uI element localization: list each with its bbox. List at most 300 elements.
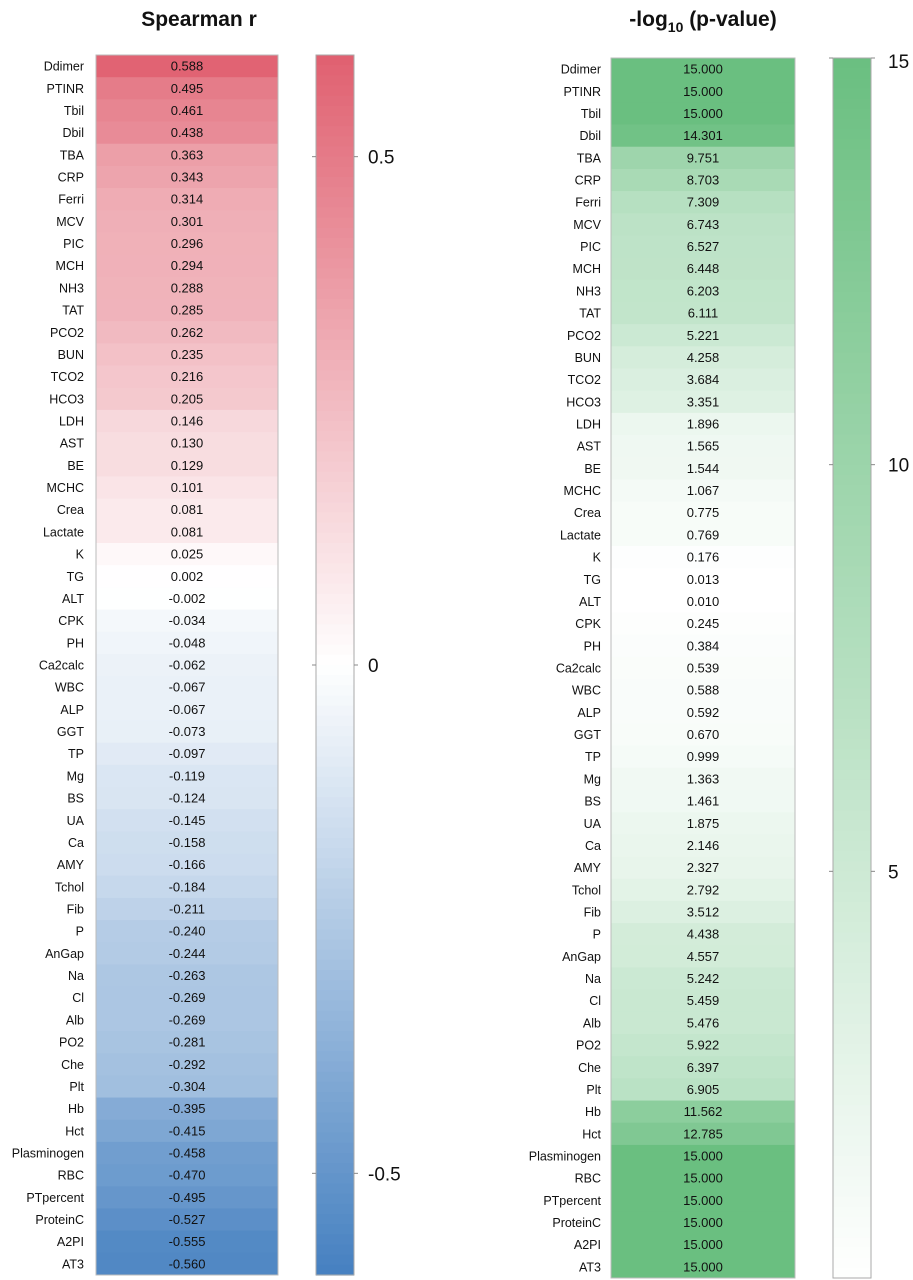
colorbar-segment — [833, 465, 871, 476]
cell-value: -0.458 — [168, 1145, 206, 1161]
row-label: PH — [583, 639, 601, 654]
colorbar-segment — [316, 228, 354, 239]
cell-value: -0.281 — [168, 1034, 206, 1050]
pvalue-title — [629, 8, 776, 35]
row-label: A2PI — [573, 1238, 601, 1253]
colorbar-segment — [316, 594, 354, 605]
cell-value: 11.562 — [683, 1104, 723, 1120]
colorbar-segment — [833, 800, 871, 811]
cell-value: 0.146 — [170, 413, 204, 429]
colorbar-segment — [316, 950, 354, 961]
colorbar-segment — [316, 248, 354, 259]
row-label: Crea — [573, 506, 601, 521]
cell-value: -0.495 — [168, 1189, 206, 1205]
colorbar-tick-label: 5 — [888, 862, 899, 884]
colorbar-segment — [833, 129, 871, 140]
pvalue-heatmap — [529, 58, 795, 1278]
colorbar-segment — [833, 536, 871, 547]
row-label: PIC — [63, 237, 84, 252]
colorbar-segment — [833, 790, 871, 801]
colorbar-segment — [316, 685, 354, 696]
colorbar-segment — [833, 444, 871, 455]
colorbar-segment — [833, 810, 871, 821]
row-label: AT3 — [579, 1260, 601, 1275]
cell-value: 0.343 — [170, 169, 204, 185]
colorbar-segment — [833, 719, 871, 730]
colorbar-segment — [316, 1021, 354, 1032]
colorbar-segment — [833, 99, 871, 110]
colorbar-segment — [833, 922, 871, 933]
colorbar-segment — [833, 302, 871, 313]
cell-value: 4.258 — [686, 349, 720, 365]
colorbar-segment — [316, 1001, 354, 1012]
colorbar-segment — [316, 1062, 354, 1073]
colorbar-segment — [316, 1265, 354, 1276]
cell-value: 0.101 — [170, 480, 204, 496]
row-label: AST — [59, 436, 84, 451]
row-label: TP — [585, 750, 601, 765]
colorbar-segment — [833, 333, 871, 344]
colorbar-segment — [833, 831, 871, 842]
cell-value: 0.775 — [686, 505, 720, 521]
row-label: RBC — [57, 1168, 84, 1183]
row-label: Ferri — [575, 195, 601, 210]
cell-value: 0.461 — [170, 102, 204, 118]
row-label: Ddimer — [560, 62, 601, 77]
cell-value: -0.062 — [168, 657, 206, 673]
colorbar-segment — [316, 909, 354, 920]
cell-value: 0.384 — [686, 638, 720, 654]
colorbar-segment — [833, 211, 871, 222]
row-label: HCO3 — [49, 392, 84, 407]
cell-value: 0.129 — [170, 457, 204, 473]
row-label: Ca2calc — [555, 661, 601, 676]
row-label: TP — [68, 747, 84, 762]
row-label: P — [592, 927, 601, 942]
colorbar-segment — [833, 587, 871, 598]
row-label: BUN — [57, 347, 84, 362]
colorbar-segment — [833, 485, 871, 496]
row-label: ALP — [60, 702, 84, 717]
colorbar-segment — [316, 1255, 354, 1266]
colorbar-segment — [833, 424, 871, 435]
row-label: Dbil — [579, 129, 601, 144]
colorbar-segment — [316, 340, 354, 351]
row-label: TCO2 — [50, 370, 84, 385]
colorbar-segment — [316, 614, 354, 625]
colorbar-segment — [316, 502, 354, 513]
colorbar-segment — [316, 157, 354, 168]
row-label: ProteinC — [552, 1216, 601, 1231]
colorbar-segment — [316, 848, 354, 859]
cell-value: 0.205 — [170, 391, 204, 407]
colorbar-segment — [316, 187, 354, 198]
colorbar-segment — [833, 1217, 871, 1228]
row-label: CPK — [575, 617, 601, 632]
row-label: Cl — [589, 994, 601, 1009]
colorbar-segment — [316, 513, 354, 524]
colorbar-segment — [833, 1075, 871, 1086]
cell-value: 0.296 — [170, 236, 204, 252]
row-label: Tchol — [54, 880, 84, 895]
colorbar-segment — [833, 343, 871, 354]
colorbar-segment — [833, 526, 871, 537]
cell-value: -0.244 — [168, 945, 206, 961]
colorbar-segment — [316, 279, 354, 290]
colorbar-segment — [316, 838, 354, 849]
row-label: GGT — [573, 728, 601, 743]
spearman-colorbar — [312, 55, 401, 1276]
cell-value: -0.048 — [168, 635, 206, 651]
colorbar-segment — [316, 940, 354, 951]
row-label: Hb — [585, 1105, 601, 1120]
colorbar-segment — [833, 231, 871, 242]
colorbar-segment — [833, 455, 871, 466]
row-label: Hct — [65, 1124, 84, 1139]
colorbar-segment — [833, 221, 871, 232]
cell-value: 5.221 — [686, 327, 720, 343]
colorbar-segment — [316, 401, 354, 412]
cell-value: 0.176 — [686, 549, 720, 565]
row-label: K — [75, 547, 84, 562]
colorbar-segment — [316, 360, 354, 371]
cell-value: 0.025 — [170, 546, 204, 562]
pvalue-title-subscript: 10 — [667, 19, 684, 35]
colorbar-segment — [316, 330, 354, 341]
row-label: A2PI — [56, 1235, 84, 1250]
colorbar-segment — [316, 665, 354, 676]
row-label: UA — [583, 816, 601, 831]
colorbar-segment — [833, 1207, 871, 1218]
colorbar-segment — [833, 1248, 871, 1259]
colorbar-segment — [316, 533, 354, 544]
cell-value: -0.527 — [168, 1212, 206, 1228]
row-label: LDH — [58, 414, 84, 429]
colorbar-segment — [316, 1102, 354, 1113]
spearman-heatmap — [12, 55, 278, 1275]
cell-value: -0.067 — [168, 679, 206, 695]
colorbar-segment — [316, 757, 354, 768]
colorbar-segment — [316, 96, 354, 107]
colorbar-segment — [316, 462, 354, 473]
colorbar-segment — [833, 760, 871, 771]
pvalue-title-suffix: (p-value) — [683, 8, 777, 31]
colorbar-segment — [316, 960, 354, 971]
colorbar-segment — [316, 411, 354, 422]
cell-value: 6.743 — [686, 216, 720, 232]
cell-value: 1.067 — [686, 483, 720, 499]
cell-value: 0.588 — [686, 682, 720, 698]
colorbar-segment — [316, 553, 354, 564]
row-label: TAT — [579, 306, 601, 321]
colorbar-segment — [316, 889, 354, 900]
row-label: WBC — [571, 683, 601, 698]
cell-value: 15.000 — [683, 1237, 723, 1253]
cell-value: 6.111 — [687, 305, 719, 321]
colorbar-segment — [316, 1011, 354, 1022]
row-label: PO2 — [58, 1035, 84, 1050]
colorbar-segment — [833, 383, 871, 394]
row-label: Lactate — [559, 528, 601, 543]
row-label: UA — [66, 813, 84, 828]
row-label: Tchol — [571, 883, 601, 898]
colorbar-segment — [833, 516, 871, 527]
cell-value: -0.470 — [168, 1167, 206, 1183]
colorbar-segment — [833, 89, 871, 100]
row-label: AMY — [573, 861, 601, 876]
colorbar-segment — [316, 1194, 354, 1205]
colorbar-segment — [833, 1187, 871, 1198]
colorbar-segment — [833, 617, 871, 628]
row-label: BUN — [574, 350, 601, 365]
cell-value: -0.119 — [169, 768, 205, 784]
row-label: Plt — [69, 1079, 84, 1094]
colorbar-segment — [316, 563, 354, 574]
row-label: Plasminogen — [11, 1146, 84, 1161]
colorbar-segment — [316, 1112, 354, 1123]
colorbar-segment — [833, 1085, 871, 1096]
colorbar-segment — [833, 1126, 871, 1137]
colorbar-segment — [833, 861, 871, 872]
colorbar-segment — [316, 289, 354, 300]
colorbar-segment — [833, 139, 871, 150]
row-label: AST — [576, 439, 601, 454]
colorbar-segment — [316, 167, 354, 178]
colorbar-segment — [316, 807, 354, 818]
row-label: MCV — [573, 217, 601, 232]
colorbar-tick-label: 15 — [888, 52, 910, 73]
colorbar-segment — [316, 990, 354, 1001]
colorbar-segment — [833, 902, 871, 913]
colorbar-segment — [833, 282, 871, 293]
colorbar-tick-label: 0 — [368, 656, 379, 677]
row-label: Crea — [56, 503, 84, 518]
colorbar-segment — [833, 1044, 871, 1055]
colorbar-segment — [833, 1227, 871, 1238]
colorbar-segment — [833, 1024, 871, 1035]
colorbar-segment — [833, 1268, 871, 1279]
cell-value: -0.395 — [168, 1101, 206, 1117]
colorbar-segment — [316, 1163, 354, 1174]
colorbar-segment — [316, 269, 354, 280]
row-label: Hb — [68, 1102, 84, 1117]
colorbar-segment — [833, 272, 871, 283]
colorbar-segment — [833, 241, 871, 252]
row-label: AT3 — [62, 1257, 84, 1272]
cell-value: 0.002 — [170, 568, 204, 584]
colorbar-segment — [316, 55, 354, 66]
row-label: Ca — [68, 835, 84, 850]
colorbar-segment — [833, 841, 871, 852]
colorbar-segment — [833, 709, 871, 720]
colorbar-segment — [316, 299, 354, 310]
colorbar-segment — [833, 1197, 871, 1208]
row-label: ALP — [577, 705, 601, 720]
colorbar-segment — [833, 780, 871, 791]
colorbar-segment — [316, 787, 354, 798]
colorbar-segment — [833, 160, 871, 171]
colorbar-segment — [833, 434, 871, 445]
pvalue-colorbar — [829, 52, 909, 1279]
colorbar-segment — [833, 932, 871, 943]
row-label: ALT — [62, 591, 84, 606]
colorbar-segment — [316, 645, 354, 656]
cell-value: -0.263 — [168, 968, 206, 984]
colorbar-segment — [316, 868, 354, 879]
colorbar-segment — [316, 147, 354, 158]
row-label: NH3 — [58, 281, 84, 296]
row-label: AnGap — [45, 946, 84, 961]
cell-value: 0.262 — [170, 324, 204, 340]
cell-value: 15.000 — [683, 1215, 723, 1231]
row-label: Ca2calc — [38, 658, 84, 673]
colorbar-segment — [833, 1004, 871, 1015]
colorbar-segment — [316, 370, 354, 381]
colorbar-segment — [833, 892, 871, 903]
colorbar-segment — [833, 973, 871, 984]
cell-value: -0.124 — [168, 790, 206, 806]
colorbar-segment — [316, 777, 354, 788]
row-label: TCO2 — [567, 373, 601, 388]
cell-value: 0.010 — [686, 593, 720, 609]
cell-value: 4.557 — [686, 948, 720, 964]
colorbar-segment — [833, 963, 871, 974]
row-label: HCO3 — [566, 395, 601, 410]
colorbar-segment — [316, 574, 354, 585]
cell-value: -0.211 — [169, 901, 205, 917]
colorbar-segment — [833, 566, 871, 577]
cell-value: -0.269 — [168, 1012, 206, 1028]
colorbar-segment — [316, 1031, 354, 1042]
cell-value: 0.495 — [170, 80, 204, 96]
row-label: PCO2 — [566, 328, 601, 343]
cell-value: 0.245 — [686, 616, 720, 632]
colorbar-segment — [833, 373, 871, 384]
colorbar-segment — [833, 363, 871, 374]
colorbar-segment — [316, 177, 354, 188]
colorbar-segment — [833, 78, 871, 89]
row-label: LDH — [575, 417, 601, 432]
colorbar-segment — [833, 983, 871, 994]
colorbar-segment — [316, 706, 354, 717]
colorbar-segment — [316, 716, 354, 727]
colorbar-segment — [316, 86, 354, 97]
colorbar-segment — [833, 404, 871, 415]
colorbar-segment — [316, 1143, 354, 1154]
colorbar-segment — [833, 353, 871, 364]
colorbar-segment — [833, 821, 871, 832]
colorbar-segment — [316, 858, 354, 869]
colorbar-segment — [833, 1034, 871, 1045]
colorbar-segment — [833, 1258, 871, 1269]
row-label: MCHC — [46, 481, 84, 496]
row-label: Ca — [585, 838, 601, 853]
cell-value: -0.415 — [168, 1123, 206, 1139]
colorbar-segment — [833, 1054, 871, 1065]
cell-value: -0.184 — [168, 879, 206, 895]
row-label: PTINR — [563, 84, 601, 99]
colorbar-segment — [833, 648, 871, 659]
colorbar-segment — [316, 1041, 354, 1052]
colorbar-segment — [316, 980, 354, 991]
colorbar-segment — [316, 767, 354, 778]
cell-value: 0.539 — [686, 660, 720, 676]
cell-value: 1.544 — [686, 460, 720, 476]
row-label: Fib — [66, 902, 84, 917]
cell-value: 3.351 — [686, 394, 720, 410]
colorbar-segment — [316, 828, 354, 839]
cell-value: 3.684 — [686, 372, 720, 388]
colorbar-segment — [833, 1115, 871, 1126]
row-label: PH — [66, 636, 84, 651]
row-label: AMY — [56, 858, 84, 873]
colorbar-segment — [833, 414, 871, 425]
colorbar-segment — [833, 688, 871, 699]
cell-value: 5.476 — [686, 1015, 720, 1031]
colorbar-segment — [316, 919, 354, 930]
row-label: Dbil — [62, 126, 84, 141]
colorbar-segment — [316, 879, 354, 890]
cell-value: 1.565 — [686, 438, 720, 454]
colorbar-segment — [316, 1245, 354, 1256]
colorbar-segment — [833, 170, 871, 181]
row-label: BS — [67, 791, 84, 806]
row-label: PTpercent — [543, 1193, 601, 1208]
cell-value: 14.301 — [683, 128, 723, 144]
cell-value: 4.438 — [686, 926, 720, 942]
colorbar-segment — [833, 1095, 871, 1106]
cell-value: -0.166 — [168, 857, 206, 873]
cell-value: 8.703 — [686, 172, 720, 188]
colorbar-segment — [316, 1153, 354, 1164]
colorbar-segment — [316, 482, 354, 493]
cell-value: 9.751 — [686, 150, 720, 166]
cell-value: 15.000 — [683, 1192, 723, 1208]
cell-value: 0.314 — [170, 191, 204, 207]
colorbar-segment — [316, 1214, 354, 1225]
row-label: Che — [61, 1057, 84, 1072]
colorbar-segment — [316, 319, 354, 330]
colorbar-segment — [833, 505, 871, 516]
cell-value: -0.158 — [168, 834, 206, 850]
cell-value: 0.130 — [170, 435, 204, 451]
cell-value: 6.203 — [686, 283, 720, 299]
colorbar-segment — [316, 1184, 354, 1195]
colorbar-segment — [316, 1092, 354, 1103]
colorbar-segment — [316, 116, 354, 127]
row-label: Plasminogen — [528, 1149, 601, 1164]
cell-value: 0.670 — [686, 727, 720, 743]
colorbar-segment — [833, 871, 871, 882]
colorbar-segment — [316, 1173, 354, 1184]
colorbar-segment — [833, 150, 871, 161]
row-label: PCO2 — [49, 325, 84, 340]
colorbar-segment — [833, 993, 871, 1004]
row-label: BE — [584, 461, 601, 476]
colorbar-tick-label: -0.5 — [368, 1164, 401, 1186]
colorbar-segment — [833, 882, 871, 893]
colorbar-segment — [833, 475, 871, 486]
colorbar-segment — [833, 200, 871, 211]
colorbar-segment — [833, 1156, 871, 1167]
row-label: TAT — [62, 303, 84, 318]
row-label: MCHC — [563, 484, 601, 499]
row-label: TBA — [59, 148, 84, 163]
colorbar-segment — [833, 1146, 871, 1157]
colorbar-segment — [833, 261, 871, 272]
cell-value: 15.000 — [683, 61, 723, 77]
colorbar-segment — [316, 523, 354, 534]
